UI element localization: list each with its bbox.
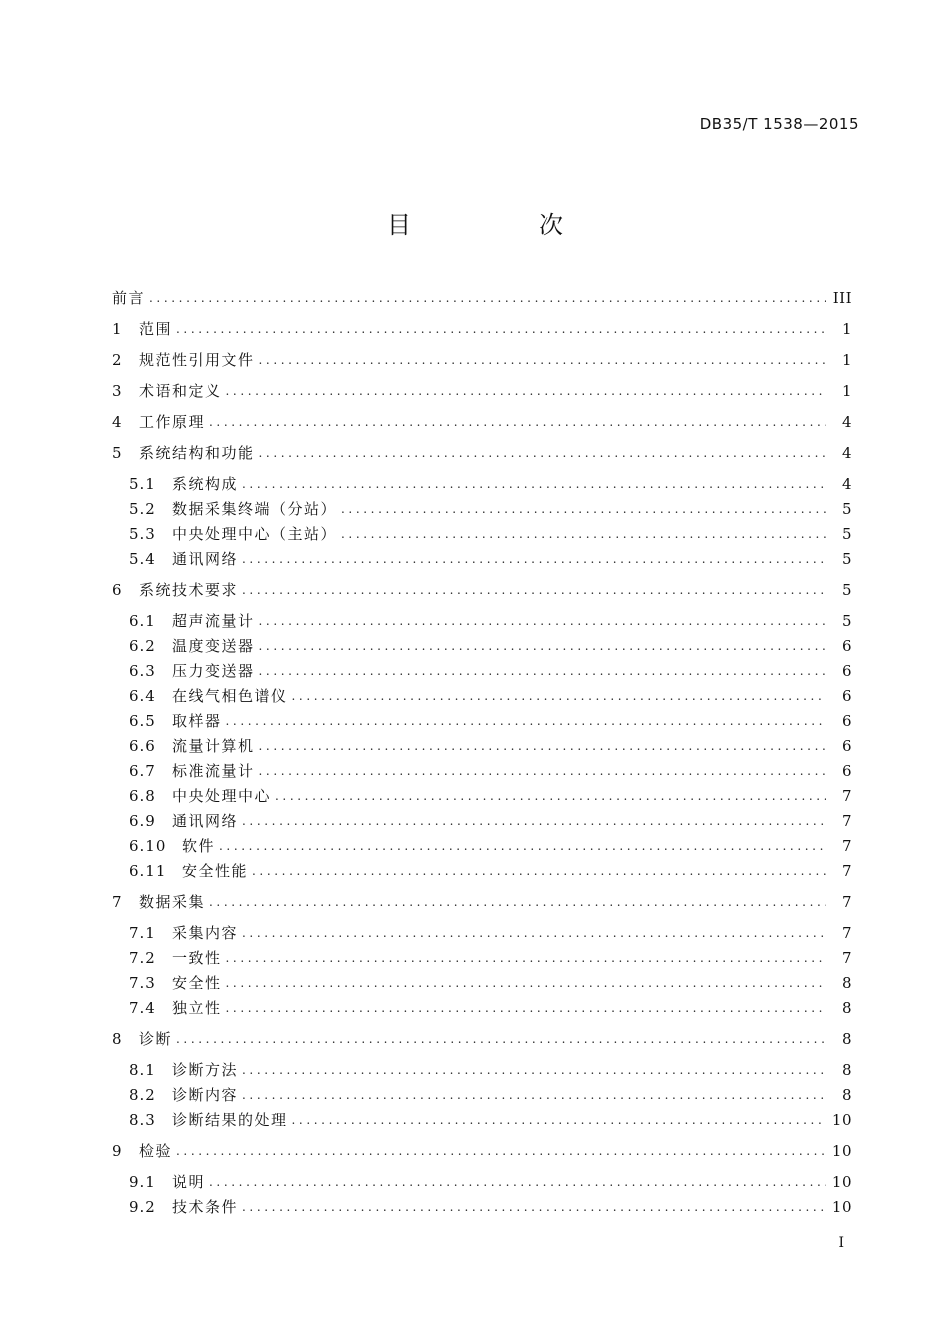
toc-entry-label: 系统技术要求: [139, 581, 239, 599]
toc-entry[interactable]: [112, 441, 852, 463]
toc-entry-label: 术语和定义: [139, 382, 222, 400]
toc-entry[interactable]: [112, 1139, 852, 1161]
toc-entry[interactable]: [129, 809, 852, 831]
toc-entry-label: 在线气相色谱仪: [172, 687, 288, 705]
toc-leader-dots: [242, 549, 826, 569]
toc-entry[interactable]: [129, 921, 852, 943]
toc-leader-dots: [259, 736, 826, 756]
toc-entry-page: 6: [841, 637, 852, 655]
toc-entry-label: 诊断结果的处理: [172, 1111, 288, 1129]
toc-entry[interactable]: [129, 734, 852, 756]
toc-entry[interactable]: [129, 684, 852, 706]
toc-entry[interactable]: [129, 709, 852, 731]
toc-entry-page: 1: [841, 382, 852, 400]
toc-leader-dots: [226, 998, 826, 1018]
toc-leader-dots: [226, 381, 826, 401]
toc-entry-label: 系统结构和功能: [139, 444, 255, 462]
toc-entry-number: 3: [112, 382, 123, 400]
toc-leader-dots: [226, 973, 826, 993]
toc-entry-number: 1: [112, 320, 123, 338]
toc-entry[interactable]: [129, 634, 852, 656]
toc-entry[interactable]: [129, 996, 852, 1018]
toc-entry-page: 5: [841, 581, 852, 599]
toc-entry-page: 4: [841, 475, 852, 493]
toc-entry-label: 压力变送器: [172, 662, 255, 680]
toc-entry-number: 6.4: [129, 687, 156, 705]
toc-leader-dots: [219, 836, 826, 856]
toc-entry-number: 5.1: [129, 475, 156, 493]
toc-leader-dots: [242, 1060, 826, 1080]
toc-entry[interactable]: [129, 859, 852, 881]
toc-leader-dots: [226, 948, 826, 968]
toc-entry-page: 5: [841, 525, 852, 543]
toc-entry-page: 1: [841, 351, 852, 369]
toc-leader-dots: [259, 636, 826, 656]
toc-leader-dots: [259, 443, 826, 463]
toc-leader-dots: [209, 892, 826, 912]
toc-entry-label: 通讯网络: [172, 550, 239, 568]
toc-leader-dots: [226, 711, 826, 731]
toc-entry-number: 8.3: [129, 1111, 156, 1129]
toc-leader-dots: [149, 288, 826, 308]
toc-entry-page: 6: [841, 662, 852, 680]
toc-entry-label: 前言: [112, 289, 146, 307]
toc-entry-number: 5.3: [129, 525, 156, 543]
toc-entry-label: 超声流量计: [172, 612, 255, 630]
toc-entry-label: 数据采集终端（分站）: [172, 500, 338, 518]
toc-entry[interactable]: [129, 1195, 852, 1217]
toc-entry-label: 流量计算机: [172, 737, 255, 755]
toc-entry-page: 8: [841, 974, 852, 992]
toc-entry-label: 诊断内容: [172, 1086, 239, 1104]
toc-entry-label: 安全性能: [182, 862, 249, 880]
toc-leader-dots: [242, 580, 826, 600]
toc-entry-number: 6.6: [129, 737, 156, 755]
toc-leader-dots: [341, 524, 826, 544]
toc-entry-number: 2: [112, 351, 123, 369]
toc-entry[interactable]: [112, 379, 852, 401]
toc-entry-number: 6: [112, 581, 123, 599]
toc-entry-label: 通讯网络: [172, 812, 239, 830]
toc-entry-page: 6: [841, 712, 852, 730]
toc-entry-page: 7: [841, 837, 852, 855]
toc-entry-label: 温度变送器: [172, 637, 255, 655]
toc-entry-page: 10: [831, 1111, 852, 1129]
toc-entry[interactable]: [129, 946, 852, 968]
toc-entry-page: 8: [841, 1030, 852, 1048]
toc-leader-dots: [176, 1029, 826, 1049]
toc-entry-page: 7: [841, 787, 852, 805]
toc-entry-label: 取样器: [172, 712, 222, 730]
toc-entry[interactable]: [129, 759, 852, 781]
toc-entry[interactable]: [112, 410, 852, 432]
toc-entry-number: 7.2: [129, 949, 156, 967]
toc-entry-label: 独立性: [172, 999, 222, 1017]
toc-entry-label: 诊断方法: [172, 1061, 239, 1079]
toc-leader-dots: [341, 499, 826, 519]
toc-entry[interactable]: [129, 1108, 852, 1130]
toc-entry-page: 5: [841, 612, 852, 630]
toc-entry[interactable]: [129, 609, 852, 631]
toc-entry-label: 工作原理: [139, 413, 206, 431]
toc-entry[interactable]: [129, 472, 852, 494]
toc-leader-dots: [259, 761, 826, 781]
toc-entry[interactable]: [112, 286, 852, 308]
toc-entry-number: 8.2: [129, 1086, 156, 1104]
toc-entry-page: 8: [841, 1061, 852, 1079]
toc-entry-number: 6.10: [129, 837, 167, 855]
toc-entry-label: 系统构成: [172, 475, 239, 493]
toc-entry-page: 6: [841, 762, 852, 780]
toc-entry-number: 5: [112, 444, 123, 462]
toc-entry-page: III: [832, 289, 852, 307]
toc-entry-label: 说明: [172, 1173, 206, 1191]
toc-entry[interactable]: [129, 784, 852, 806]
toc-entry[interactable]: [129, 1058, 852, 1080]
toc-leader-dots: [209, 1172, 826, 1192]
standard-code: DB35/T 1538—2015: [699, 115, 859, 133]
toc-leader-dots: [259, 350, 826, 370]
toc-entry-number: 8: [112, 1030, 123, 1048]
toc-entry-label: 数据采集: [139, 893, 206, 911]
toc-entry-label: 采集内容: [172, 924, 239, 942]
toc-entry-number: 6.9: [129, 812, 156, 830]
toc-entry-number: 7: [112, 893, 123, 911]
toc-entry-page: 4: [841, 444, 852, 462]
toc-leader-dots: [252, 861, 826, 881]
toc-entry-number: 9.1: [129, 1173, 156, 1191]
toc-entry-page: 7: [841, 924, 852, 942]
toc-entry-page: 7: [841, 812, 852, 830]
toc-entry[interactable]: [112, 1027, 852, 1049]
toc-entry-label: 标准流量计: [172, 762, 255, 780]
toc-entry-page: 6: [841, 687, 852, 705]
toc-leader-dots: [242, 1197, 826, 1217]
toc-leader-dots: [209, 412, 826, 432]
toc-entry-label: 范围: [139, 320, 173, 338]
toc-entry-number: 7.4: [129, 999, 156, 1017]
toc-leader-dots: [292, 686, 826, 706]
toc-entry-page: 10: [831, 1173, 852, 1191]
toc-entry-number: 6.8: [129, 787, 156, 805]
page-title: 目 次: [387, 211, 615, 239]
toc-entry-label: 诊断: [139, 1030, 173, 1048]
toc-entry-label: 技术条件: [172, 1198, 239, 1216]
toc-entry-number: 8.1: [129, 1061, 156, 1079]
toc-entry[interactable]: [112, 317, 852, 339]
toc-entry-number: 6.5: [129, 712, 156, 730]
toc-entry[interactable]: [129, 659, 852, 681]
toc-entry-page: 6: [841, 737, 852, 755]
toc-entry-label: 规范性引用文件: [139, 351, 255, 369]
toc-entry-page: 5: [841, 550, 852, 568]
toc-entry[interactable]: [129, 1170, 852, 1192]
toc-leader-dots: [242, 923, 826, 943]
toc-entry-label: 检验: [139, 1142, 173, 1160]
toc-entry-label: 中央处理中心（主站）: [172, 525, 338, 543]
toc-entry-number: 6.2: [129, 637, 156, 655]
toc-entry-page: 7: [841, 893, 852, 911]
toc-entry-number: 5.2: [129, 500, 156, 518]
toc-leader-dots: [292, 1110, 826, 1130]
toc-leader-dots: [176, 1141, 826, 1161]
toc-entry-page: 5: [841, 500, 852, 518]
toc-entry[interactable]: [129, 497, 852, 519]
toc-entry-page: 10: [831, 1142, 852, 1160]
toc-entry-number: 9: [112, 1142, 123, 1160]
toc-entry-page: 7: [841, 862, 852, 880]
toc-leader-dots: [259, 661, 826, 681]
toc-leader-dots: [242, 811, 826, 831]
toc-entry[interactable]: [129, 1083, 852, 1105]
toc-entry[interactable]: [129, 522, 852, 544]
toc-entry-number: 9.2: [129, 1198, 156, 1216]
toc-entry-number: 6.3: [129, 662, 156, 680]
toc-leader-dots: [242, 474, 826, 494]
toc-entry-label: 一致性: [172, 949, 222, 967]
toc-entry-number: 6.11: [129, 862, 167, 880]
toc-entry-number: 6.7: [129, 762, 156, 780]
toc-entry-number: 5.4: [129, 550, 156, 568]
toc-entry[interactable]: [112, 348, 852, 370]
toc-entry-number: 4: [112, 413, 123, 431]
toc-entry-label: 中央处理中心: [172, 787, 272, 805]
toc-entry-page: 4: [841, 413, 852, 431]
toc-entry[interactable]: [129, 834, 852, 856]
toc-entry-page: 1: [841, 320, 852, 338]
toc-entry[interactable]: [112, 578, 852, 600]
toc-entry-number: 7.1: [129, 924, 156, 942]
toc-entry-page: 10: [831, 1198, 852, 1216]
toc-entry-number: 6.1: [129, 612, 156, 630]
toc-entry[interactable]: [112, 890, 852, 912]
toc-leader-dots: [259, 611, 826, 631]
toc-entry-page: 8: [841, 1086, 852, 1104]
toc-leader-dots: [242, 1085, 826, 1105]
toc-entry[interactable]: [129, 971, 852, 993]
toc-entry-number: 7.3: [129, 974, 156, 992]
toc-entry-label: 安全性: [172, 974, 222, 992]
toc-entry[interactable]: [129, 547, 852, 569]
toc-entry-label: 软件: [182, 837, 216, 855]
toc-leader-dots: [275, 786, 826, 806]
page-number: I: [838, 1235, 844, 1251]
toc-entry-page: 7: [841, 949, 852, 967]
toc-leader-dots: [176, 319, 826, 339]
toc-entry-page: 8: [841, 999, 852, 1017]
